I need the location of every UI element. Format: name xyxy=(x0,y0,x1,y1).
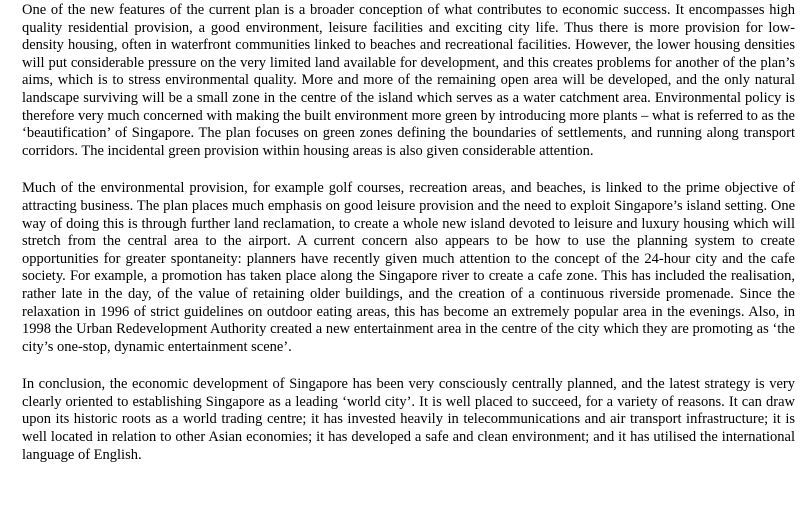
paragraph-3: In conclusion, the economic development of Singapore has been very consciously centrally planned, and the latest strategy is very clearly oriented to establishing Singapore as a leading ‘world city’. It is well placed to succeed, for a variety of reasons. It can draw upon its historic roots as a world trading centre; it has invested heavily in telecommunications and air transport infrastructure; it is well located in relation to other Asian economies; it has developed a safe and clean environment; and it has utilised the international language of English. xyxy=(22,376,795,463)
paragraph-2: Much of the environmental provision, for example golf courses, recreation areas, and beaches, is linked to the prime objective of attracting business. The plan places much emphasis on good leisure provision and the need to exploit Singapore’s island setting. One way of doing this is through further land reclamation, to create a whole new island devoted to leisure and luxury housing which will stretch from the central area to the airport. A current concern also appears to be how to use the planning system to create opportunities for greater spontaneity: planners have recently given much attention to the concept of the 24-hour city and the cafe society. For example, a promotion has taken place along the Singapore river to create a cafe zone. This has included the realisation, rather late in the day, of the value of retaining older buildings, and the creation of a continuous riverside promenade. Since the relaxation in 1996 of strict guidelines on outdoor eating areas, this has become an extremely popular area in the evenings. Also, in 1998 the Urban Redevelopment Authority created a new entertainment area in the centre of the city which they are promoting as ‘the city’s one-stop, dynamic entertainment scene’. xyxy=(22,180,795,355)
paragraph-1: One of the new features of the current plan is a broader conception of what contributes to economic success. It encompasses high quality residential provision, a good environment, leisure facilities and exciting city life. Thus there is more provision for low-density housing, often in waterfront communities linked to beaches and recreational facilities. However, the lower housing densities will put considerable pressure on the very limited land available for development, and this creates problems for another of the plan’s aims, which is to stress environmental quality. More and more of the remaining open area will be developed, and the only natural landscape surviving will be a small zone in the centre of the island which serves as a water catchment area. Environmental policy is therefore very much concerned with making the built environment more green by introducing more plants – what is referred to as the ‘beautification’ of Singapore. The plan focuses on green zones defining the boundaries of settlements, and running along transport corridors. The incidental green provision within housing areas is also given considerable attention. xyxy=(22,2,795,159)
